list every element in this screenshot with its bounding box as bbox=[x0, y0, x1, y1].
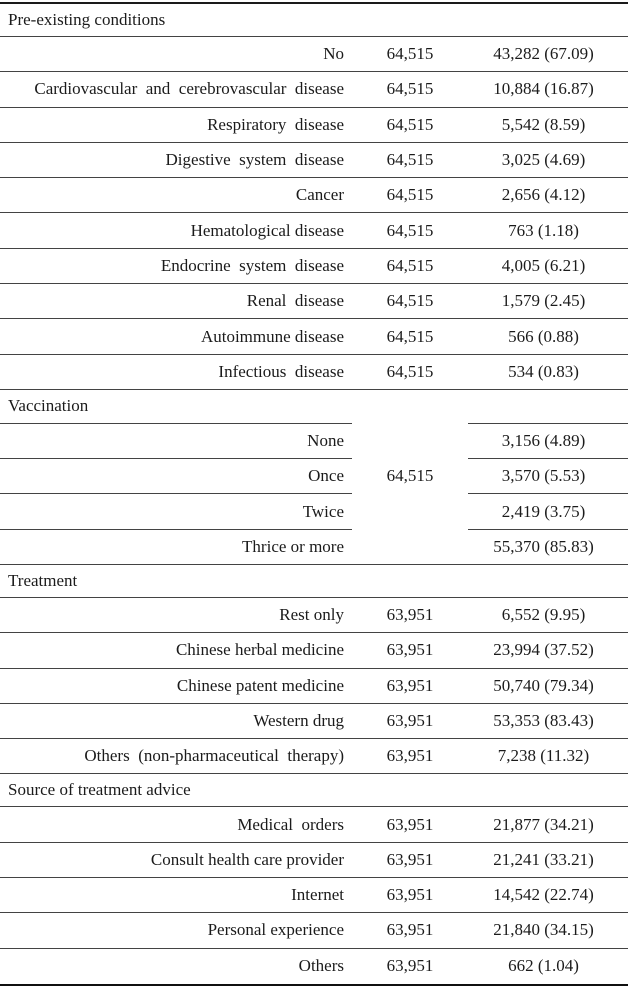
row-value: 6,552 (9.95) bbox=[501, 605, 586, 625]
row-value: 55,370 (85.83) bbox=[468, 529, 628, 564]
section-header: Vaccination bbox=[8, 396, 89, 416]
row-n: 63,951 bbox=[386, 885, 434, 905]
table-row bbox=[0, 319, 628, 354]
row-value: 10,884 (16.87) bbox=[493, 79, 594, 99]
table-row bbox=[0, 178, 628, 213]
row-label: Thrice or more bbox=[0, 529, 352, 564]
row-value: 662 (1.04) bbox=[508, 956, 579, 976]
row-value: 4,005 (6.21) bbox=[501, 255, 586, 275]
row-value: 763 (1.18) bbox=[508, 220, 579, 240]
table-row bbox=[0, 843, 628, 878]
row-value: 21,241 (33.21) bbox=[493, 849, 594, 869]
row-value: 3,156 (4.89) bbox=[468, 423, 628, 458]
table-row bbox=[0, 669, 628, 704]
table-row bbox=[0, 878, 628, 913]
row-n: 63,951 bbox=[386, 849, 434, 869]
row-label: Medical orders bbox=[237, 814, 344, 834]
row-n: 63,951 bbox=[386, 605, 434, 625]
row-n: 63,951 bbox=[386, 746, 434, 766]
row-label: Hematological disease bbox=[190, 220, 344, 240]
row-value: 23,994 (37.52) bbox=[493, 640, 594, 660]
row-n: 63,951 bbox=[386, 956, 434, 976]
table-row bbox=[0, 284, 628, 319]
row-label: Renal disease bbox=[246, 291, 344, 311]
table-row bbox=[0, 213, 628, 248]
table-row bbox=[0, 72, 628, 107]
row-label: Chinese herbal medicine bbox=[175, 640, 344, 660]
row-label: Cardiovascular and cerebrovascular disease bbox=[34, 79, 344, 99]
table-row bbox=[0, 704, 628, 739]
row-label: Endocrine system disease bbox=[160, 255, 344, 275]
row-value: 534 (0.83) bbox=[508, 361, 579, 381]
row-value: 7,238 (11.32) bbox=[497, 746, 590, 766]
row-value: 2,419 (3.75) bbox=[468, 493, 628, 528]
table-row bbox=[0, 949, 628, 984]
section-header: Treatment bbox=[0, 565, 628, 598]
table-row bbox=[0, 913, 628, 948]
row-label: Rest only bbox=[279, 605, 344, 625]
row-n: 64,515 bbox=[386, 326, 434, 346]
merged-n-value: 64,515 bbox=[386, 465, 434, 485]
row-value: 21,877 (34.21) bbox=[493, 814, 594, 834]
table-row bbox=[0, 249, 628, 284]
row-label: Consult health care provider bbox=[150, 849, 344, 869]
row-value: 14,542 (22.74) bbox=[493, 885, 594, 905]
row-n: 64,515 bbox=[386, 220, 434, 240]
summary-table bbox=[0, 2, 628, 986]
row-value: 50,740 (79.34) bbox=[493, 675, 594, 695]
table-row bbox=[0, 37, 628, 72]
row-value: 1,579 (2.45) bbox=[501, 291, 586, 311]
row-label: Western drug bbox=[253, 711, 344, 730]
row-value: 53,353 (83.43) bbox=[493, 711, 594, 730]
row-n: 63,951 bbox=[386, 920, 434, 940]
row-label: Cancer bbox=[295, 185, 344, 205]
row-label: Digestive system disease bbox=[165, 150, 344, 170]
table-row bbox=[0, 355, 628, 390]
row-n: 64,515 bbox=[386, 114, 434, 134]
row-label: Autoimmune disease bbox=[200, 326, 344, 346]
row-label: Twice bbox=[0, 493, 352, 528]
merged-label-column bbox=[0, 423, 352, 564]
table-row bbox=[0, 807, 628, 842]
row-n: 63,951 bbox=[386, 675, 434, 695]
section-header: Source of treatment advice bbox=[0, 774, 628, 807]
row-value: 21,840 (34.15) bbox=[493, 920, 594, 940]
row-label: Others bbox=[298, 956, 344, 976]
row-value: 43,282 (67.09) bbox=[493, 44, 594, 64]
table-row bbox=[0, 108, 628, 143]
merged-section-body bbox=[0, 423, 628, 565]
row-label: None bbox=[0, 423, 352, 458]
merged-value-column bbox=[468, 423, 628, 564]
row-value: 3,570 (5.53) bbox=[468, 458, 628, 493]
row-label: Infectious disease bbox=[218, 361, 344, 381]
row-n: 64,515 bbox=[386, 79, 434, 99]
table-row bbox=[0, 598, 628, 633]
row-n: 63,951 bbox=[386, 640, 434, 660]
row-value: 566 (0.88) bbox=[508, 326, 579, 346]
section-header: Pre-existing conditions bbox=[0, 4, 628, 37]
row-n: 63,951 bbox=[386, 711, 434, 730]
row-label: Personal experience bbox=[207, 920, 344, 940]
row-label: Others (non-pharmaceutical therapy) bbox=[84, 746, 344, 766]
row-n: 64,515 bbox=[386, 255, 434, 275]
row-n: 64,515 bbox=[386, 291, 434, 311]
table-row bbox=[0, 633, 628, 668]
table-row bbox=[0, 739, 628, 774]
row-n: 64,515 bbox=[386, 185, 434, 205]
row-label: No bbox=[323, 44, 344, 64]
merged-n-cell bbox=[352, 423, 468, 564]
row-n: 63,951 bbox=[386, 814, 434, 834]
row-value: 5,542 (8.59) bbox=[501, 114, 586, 134]
row-value: 3,025 (4.69) bbox=[501, 150, 586, 170]
row-n: 64,515 bbox=[386, 361, 434, 381]
row-value: 2,656 (4.12) bbox=[501, 185, 586, 205]
table-row bbox=[0, 143, 628, 178]
row-label: Once bbox=[0, 458, 352, 493]
row-label: Respiratory disease bbox=[207, 114, 344, 134]
row-label: Internet bbox=[291, 885, 344, 905]
row-n: 64,515 bbox=[386, 150, 434, 170]
row-n: 64,515 bbox=[386, 44, 434, 64]
row-label: Chinese patent medicine bbox=[176, 675, 344, 695]
